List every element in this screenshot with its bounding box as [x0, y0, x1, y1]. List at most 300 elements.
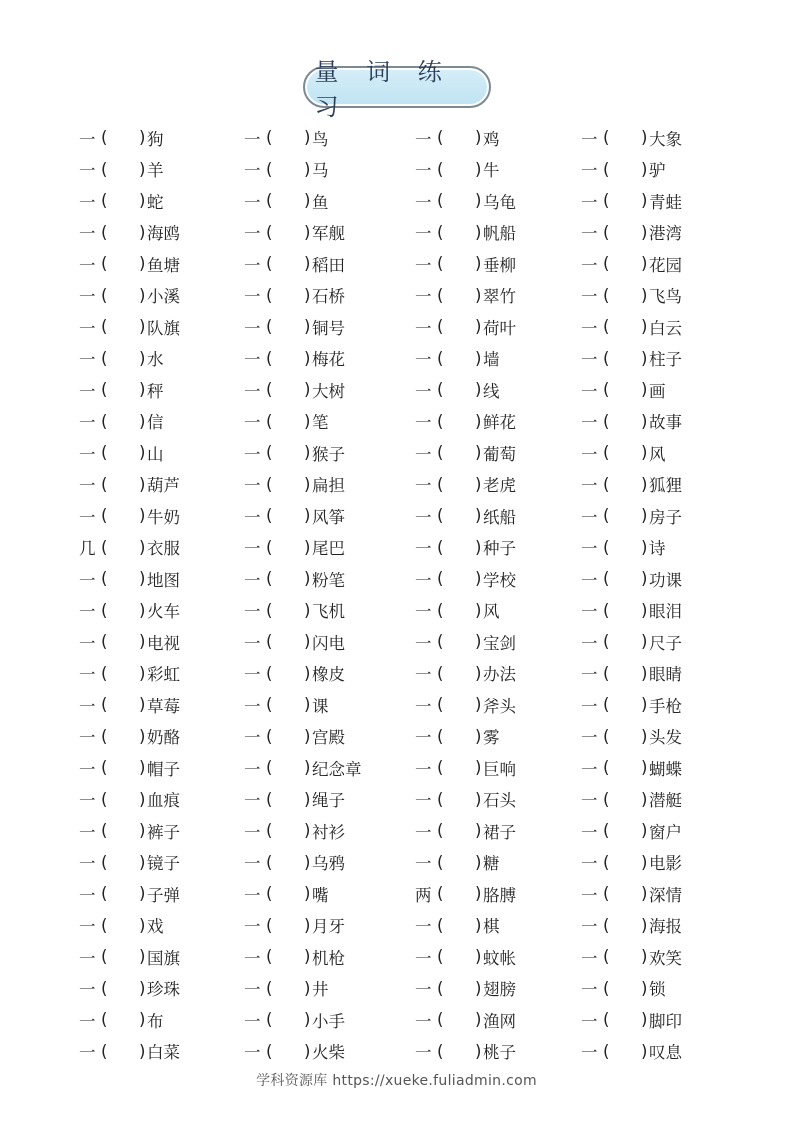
blank-open-paren[interactable]: (: [603, 285, 610, 305]
blank-open-paren[interactable]: (: [603, 726, 610, 746]
blank-open-paren[interactable]: (: [603, 317, 610, 337]
quantity-number: 一: [415, 696, 432, 716]
quantity-number: 一: [244, 570, 261, 590]
noun-label: 秤: [147, 381, 164, 401]
noun-label: 牛奶: [147, 507, 180, 527]
blank-open-paren[interactable]: (: [437, 159, 444, 179]
blank-open-paren[interactable]: (: [437, 317, 444, 337]
blank-open-paren[interactable]: (: [101, 222, 108, 242]
quantity-number: 一: [415, 791, 432, 811]
blank-open-paren[interactable]: (: [101, 191, 108, 211]
exercise-item: [581, 1036, 682, 1068]
quantity-number: 一: [79, 318, 96, 338]
exercise-item: [581, 532, 666, 564]
noun-label: 石桥: [312, 287, 345, 307]
quantity-number: 一: [244, 161, 261, 181]
blank-open-paren[interactable]: (: [101, 443, 108, 463]
blank-open-paren[interactable]: (: [266, 884, 273, 904]
blank-open-paren[interactable]: (: [603, 128, 610, 148]
quantity-number: 一: [244, 1043, 261, 1063]
quantity-number: 一: [581, 633, 598, 653]
exercise-row: [79, 815, 759, 847]
exercise-item: [79, 941, 180, 973]
blank-close-paren: ): [304, 443, 311, 463]
blank-close-paren: ): [139, 978, 146, 998]
noun-label: 大象: [649, 129, 682, 149]
noun-label: 欢笑: [649, 948, 682, 968]
blank-close-paren: ): [139, 915, 146, 935]
noun-label: 巨响: [483, 759, 516, 779]
blank-open-paren[interactable]: (: [603, 254, 610, 274]
blank-close-paren: ): [475, 821, 482, 841]
blank-open-paren[interactable]: (: [437, 506, 444, 526]
blank-open-paren[interactable]: (: [101, 915, 108, 935]
blank-close-paren: ): [304, 569, 311, 589]
blank-open-paren[interactable]: (: [101, 380, 108, 400]
blank-close-paren: ): [641, 978, 648, 998]
exercise-row: [79, 973, 759, 1005]
exercise-item: [581, 217, 682, 249]
blank-open-paren[interactable]: (: [437, 222, 444, 242]
blank-open-paren[interactable]: (: [603, 348, 610, 368]
blank-open-paren[interactable]: (: [266, 443, 273, 463]
blank-open-paren[interactable]: (: [437, 695, 444, 715]
blank-close-paren: ): [139, 947, 146, 967]
quantity-number: 一: [581, 350, 598, 370]
blank-close-paren: ): [304, 285, 311, 305]
blank-open-paren[interactable]: (: [101, 821, 108, 841]
exercise-item: [415, 185, 516, 217]
noun-label: 眼睛: [649, 665, 682, 685]
blank-open-paren[interactable]: (: [437, 443, 444, 463]
blank-close-paren: ): [139, 632, 146, 652]
quantity-number: 一: [79, 255, 96, 275]
exercise-item: [244, 343, 345, 375]
blank-open-paren[interactable]: (: [437, 947, 444, 967]
blank-open-paren[interactable]: (: [266, 789, 273, 809]
exercise-item: [79, 374, 164, 406]
blank-open-paren[interactable]: (: [266, 380, 273, 400]
exercise-item: [581, 784, 682, 816]
blank-open-paren[interactable]: (: [101, 695, 108, 715]
noun-label: 机枪: [312, 948, 345, 968]
exercise-item: [79, 185, 164, 217]
blank-close-paren: ): [139, 285, 146, 305]
blank-close-paren: ): [139, 569, 146, 589]
blank-close-paren: ): [139, 443, 146, 463]
noun-label: 梅花: [312, 350, 345, 370]
exercise-item: [244, 910, 345, 942]
exercise-item: [415, 217, 516, 249]
exercise-item: [581, 122, 682, 154]
exercise-item: [244, 185, 329, 217]
blank-open-paren[interactable]: (: [266, 191, 273, 211]
blank-open-paren[interactable]: (: [101, 159, 108, 179]
blank-open-paren[interactable]: (: [603, 947, 610, 967]
quantity-number: 一: [415, 1011, 432, 1031]
blank-open-paren[interactable]: (: [101, 506, 108, 526]
blank-open-paren[interactable]: (: [101, 1041, 108, 1061]
blank-open-paren[interactable]: (: [603, 789, 610, 809]
blank-open-paren[interactable]: (: [266, 1041, 273, 1061]
exercise-item: [244, 154, 329, 186]
blank-open-paren[interactable]: (: [603, 632, 610, 652]
blank-open-paren[interactable]: (: [266, 254, 273, 274]
blank-open-paren[interactable]: (: [266, 632, 273, 652]
noun-label: 尺子: [649, 633, 682, 653]
exercise-grid: [79, 122, 759, 1067]
blank-open-paren[interactable]: (: [101, 789, 108, 809]
blank-open-paren[interactable]: (: [266, 474, 273, 494]
blank-open-paren[interactable]: (: [266, 947, 273, 967]
blank-open-paren[interactable]: (: [437, 537, 444, 557]
blank-open-paren[interactable]: (: [603, 663, 610, 683]
blank-open-paren[interactable]: (: [101, 947, 108, 967]
blank-open-paren[interactable]: (: [266, 506, 273, 526]
exercise-item: [581, 280, 682, 312]
blank-close-paren: ): [641, 915, 648, 935]
exercise-item: [415, 910, 500, 942]
blank-close-paren: ): [139, 348, 146, 368]
blank-close-paren: ): [304, 222, 311, 242]
blank-close-paren: ): [641, 852, 648, 872]
blank-close-paren: ): [641, 821, 648, 841]
blank-open-paren[interactable]: (: [101, 663, 108, 683]
blank-close-paren: ): [475, 285, 482, 305]
exercise-item: [79, 595, 180, 627]
blank-open-paren[interactable]: (: [266, 537, 273, 557]
noun-label: 驴: [649, 161, 666, 181]
quantity-number: 一: [244, 1011, 261, 1031]
blank-open-paren[interactable]: (: [437, 1010, 444, 1030]
blank-open-paren[interactable]: (: [437, 569, 444, 589]
noun-label: 火车: [147, 602, 180, 622]
quantity-number: 一: [79, 444, 96, 464]
blank-open-paren[interactable]: (: [603, 1041, 610, 1061]
blank-open-paren[interactable]: (: [437, 1041, 444, 1061]
noun-label: 花园: [649, 255, 682, 275]
blank-open-paren[interactable]: (: [101, 569, 108, 589]
exercise-item: [581, 469, 682, 501]
exercise-item: [244, 658, 345, 690]
blank-open-paren[interactable]: (: [101, 852, 108, 872]
exercise-row: [79, 563, 759, 595]
quantity-number: 一: [79, 728, 96, 748]
blank-open-paren[interactable]: (: [266, 852, 273, 872]
noun-label: 翠竹: [483, 287, 516, 307]
noun-label: 衣服: [147, 539, 180, 559]
exercise-item: [79, 658, 180, 690]
blank-open-paren[interactable]: (: [603, 978, 610, 998]
noun-label: 潜艇: [649, 791, 682, 811]
exercise-row: [79, 626, 759, 658]
noun-label: 奶酪: [147, 728, 180, 748]
noun-label: 水: [147, 350, 164, 370]
blank-open-paren[interactable]: (: [266, 317, 273, 337]
blank-open-paren[interactable]: (: [266, 726, 273, 746]
blank-close-paren: ): [475, 978, 482, 998]
quantity-number: 一: [79, 791, 96, 811]
noun-label: 粉笔: [312, 570, 345, 590]
blank-close-paren: ): [139, 1010, 146, 1030]
exercise-row: [79, 122, 759, 154]
blank-open-paren[interactable]: (: [266, 222, 273, 242]
blank-open-paren[interactable]: (: [603, 695, 610, 715]
blank-open-paren[interactable]: (: [266, 348, 273, 368]
blank-open-paren[interactable]: (: [603, 411, 610, 431]
noun-label: 大树: [312, 381, 345, 401]
blank-open-paren[interactable]: (: [101, 600, 108, 620]
blank-open-paren[interactable]: (: [603, 569, 610, 589]
blank-open-paren[interactable]: (: [266, 285, 273, 305]
blank-close-paren: ): [475, 600, 482, 620]
blank-open-paren[interactable]: (: [101, 884, 108, 904]
quantity-number: 一: [581, 161, 598, 181]
noun-label: 鲜花: [483, 413, 516, 433]
noun-label: 鸟: [312, 129, 329, 149]
noun-label: 小溪: [147, 287, 180, 307]
exercise-item: [415, 563, 516, 595]
quantity-number: 一: [244, 759, 261, 779]
blank-open-paren[interactable]: (: [101, 474, 108, 494]
blank-open-paren[interactable]: (: [437, 128, 444, 148]
quantity-number: 一: [79, 633, 96, 653]
blank-open-paren[interactable]: (: [437, 474, 444, 494]
blank-open-paren[interactable]: (: [603, 1010, 610, 1030]
quantity-number: 一: [415, 413, 432, 433]
exercise-item: [581, 626, 682, 658]
blank-open-paren[interactable]: (: [101, 317, 108, 337]
blank-open-paren[interactable]: (: [266, 159, 273, 179]
exercise-item: [415, 721, 500, 753]
blank-open-paren[interactable]: (: [266, 695, 273, 715]
noun-label: 扁担: [312, 476, 345, 496]
blank-close-paren: ): [641, 537, 648, 557]
quantity-number: 一: [244, 854, 261, 874]
blank-close-paren: ): [475, 758, 482, 778]
quantity-number: 一: [244, 224, 261, 244]
blank-open-paren[interactable]: (: [437, 285, 444, 305]
exercise-item: [244, 469, 345, 501]
blank-open-paren[interactable]: (: [437, 663, 444, 683]
quantity-number: 一: [244, 287, 261, 307]
blank-open-paren[interactable]: (: [101, 411, 108, 431]
exercise-row: [79, 658, 759, 690]
blank-close-paren: ): [139, 537, 146, 557]
noun-label: 纸船: [483, 507, 516, 527]
blank-close-paren: ): [304, 191, 311, 211]
blank-open-paren[interactable]: (: [603, 222, 610, 242]
blank-close-paren: ): [139, 128, 146, 148]
noun-label: 脚印: [649, 1011, 682, 1031]
exercise-item: [79, 406, 164, 438]
noun-label: 宝剑: [483, 633, 516, 653]
exercise-item: [581, 185, 682, 217]
blank-close-paren: ): [641, 884, 648, 904]
blank-open-paren[interactable]: (: [603, 443, 610, 463]
noun-label: 橡皮: [312, 665, 345, 685]
blank-close-paren: ): [304, 317, 311, 337]
exercise-item: [581, 910, 682, 942]
blank-close-paren: ): [475, 569, 482, 589]
blank-open-paren[interactable]: (: [603, 506, 610, 526]
blank-open-paren[interactable]: (: [101, 285, 108, 305]
blank-open-paren[interactable]: (: [266, 758, 273, 778]
quantity-number: 一: [581, 129, 598, 149]
quantity-number: 一: [244, 728, 261, 748]
blank-open-paren[interactable]: (: [437, 821, 444, 841]
quantity-number: 一: [415, 224, 432, 244]
blank-open-paren[interactable]: (: [266, 411, 273, 431]
title-area: [0, 58, 793, 121]
noun-label: 风筝: [312, 507, 345, 527]
blank-open-paren[interactable]: (: [437, 191, 444, 211]
blank-open-paren[interactable]: (: [437, 852, 444, 872]
exercise-item: [581, 878, 682, 910]
quantity-number: 一: [79, 696, 96, 716]
blank-open-paren[interactable]: (: [603, 191, 610, 211]
blank-open-paren[interactable]: (: [437, 726, 444, 746]
blank-open-paren[interactable]: (: [603, 915, 610, 935]
blank-open-paren[interactable]: (: [603, 159, 610, 179]
quantity-number: 一: [244, 413, 261, 433]
noun-label: 房子: [649, 507, 682, 527]
exercise-row: [79, 280, 759, 312]
blank-open-paren[interactable]: (: [266, 600, 273, 620]
blank-close-paren: ): [304, 978, 311, 998]
blank-close-paren: ): [641, 1010, 648, 1030]
noun-label: 葫芦: [147, 476, 180, 496]
noun-label: 深情: [649, 885, 682, 905]
blank-close-paren: ): [475, 915, 482, 935]
blank-open-paren[interactable]: (: [101, 254, 108, 274]
exercise-item: [244, 752, 362, 784]
blank-close-paren: ): [641, 758, 648, 778]
blank-open-paren[interactable]: (: [437, 380, 444, 400]
noun-label: 子弹: [147, 885, 180, 905]
blank-open-paren[interactable]: (: [437, 348, 444, 368]
blank-open-paren[interactable]: (: [603, 600, 610, 620]
quantity-number: 一: [79, 507, 96, 527]
quantity-number: 一: [581, 224, 598, 244]
exercise-row: [79, 217, 759, 249]
blank-open-paren[interactable]: (: [266, 915, 273, 935]
blank-open-paren[interactable]: (: [101, 1010, 108, 1030]
blank-close-paren: ): [139, 852, 146, 872]
blank-open-paren[interactable]: (: [101, 128, 108, 148]
blank-open-paren[interactable]: (: [437, 978, 444, 998]
blank-open-paren[interactable]: (: [437, 789, 444, 809]
blank-close-paren: ): [304, 821, 311, 841]
blank-close-paren: ): [475, 380, 482, 400]
blank-open-paren[interactable]: (: [101, 632, 108, 652]
blank-open-paren[interactable]: (: [603, 380, 610, 400]
quantity-number: 一: [79, 381, 96, 401]
blank-open-paren[interactable]: (: [603, 758, 610, 778]
blank-close-paren: ): [641, 348, 648, 368]
blank-close-paren: ): [641, 443, 648, 463]
blank-open-paren[interactable]: (: [437, 254, 444, 274]
exercise-item: [244, 1004, 345, 1036]
blank-open-paren[interactable]: (: [101, 726, 108, 746]
blank-open-paren[interactable]: (: [437, 600, 444, 620]
exercise-item: [415, 626, 516, 658]
noun-label: 地图: [147, 570, 180, 590]
quantity-number: 一: [244, 822, 261, 842]
blank-close-paren: ): [641, 380, 648, 400]
blank-close-paren: ): [475, 884, 482, 904]
blank-open-paren[interactable]: (: [437, 915, 444, 935]
quantity-number: 一: [415, 444, 432, 464]
blank-close-paren: ): [641, 947, 648, 967]
quantity-number: 一: [244, 129, 261, 149]
exercise-item: [244, 689, 329, 721]
exercise-item: [415, 941, 516, 973]
quantity-number: 一: [79, 854, 96, 874]
noun-label: 海报: [649, 917, 682, 937]
blank-open-paren[interactable]: (: [266, 663, 273, 683]
blank-close-paren: ): [641, 128, 648, 148]
blank-close-paren: ): [304, 600, 311, 620]
blank-open-paren[interactable]: (: [266, 1010, 273, 1030]
blank-close-paren: ): [641, 285, 648, 305]
blank-open-paren[interactable]: (: [266, 569, 273, 589]
blank-close-paren: ): [641, 600, 648, 620]
blank-open-paren[interactable]: (: [603, 884, 610, 904]
quantity-number: 一: [415, 192, 432, 212]
blank-close-paren: ): [641, 254, 648, 274]
blank-open-paren[interactable]: (: [101, 348, 108, 368]
blank-open-paren[interactable]: (: [603, 821, 610, 841]
noun-label: 乌鸦: [312, 854, 345, 874]
noun-label: 翅膀: [483, 980, 516, 1000]
blank-open-paren[interactable]: (: [437, 411, 444, 431]
quantity-number: 一: [415, 822, 432, 842]
blank-open-paren[interactable]: (: [101, 978, 108, 998]
exercise-item: [244, 217, 345, 249]
blank-open-paren[interactable]: (: [266, 978, 273, 998]
blank-open-paren[interactable]: (: [603, 474, 610, 494]
noun-label: 课: [312, 696, 329, 716]
quantity-number: 一: [581, 255, 598, 275]
blank-close-paren: ): [641, 474, 648, 494]
blank-open-paren[interactable]: (: [266, 821, 273, 841]
blank-open-paren[interactable]: (: [101, 758, 108, 778]
noun-label: 风: [649, 444, 666, 464]
blank-open-paren[interactable]: (: [437, 884, 444, 904]
exercise-item: [581, 437, 666, 469]
exercise-row: [79, 784, 759, 816]
blank-close-paren: ): [139, 726, 146, 746]
blank-close-paren: ): [475, 411, 482, 431]
exercise-item: [244, 595, 345, 627]
blank-close-paren: ): [641, 632, 648, 652]
noun-label: 葡萄: [483, 444, 516, 464]
quantity-number: 一: [581, 413, 598, 433]
quantity-number: 几: [79, 539, 96, 559]
blank-open-paren[interactable]: (: [437, 758, 444, 778]
blank-open-paren[interactable]: (: [101, 537, 108, 557]
blank-open-paren[interactable]: (: [266, 128, 273, 148]
exercise-item: [244, 847, 345, 879]
blank-open-paren[interactable]: (: [437, 632, 444, 652]
noun-label: 铜号: [312, 318, 345, 338]
blank-open-paren[interactable]: (: [603, 852, 610, 872]
exercise-item: [79, 311, 180, 343]
blank-close-paren: ): [304, 128, 311, 148]
blank-open-paren[interactable]: (: [603, 537, 610, 557]
quantity-number: 一: [415, 602, 432, 622]
